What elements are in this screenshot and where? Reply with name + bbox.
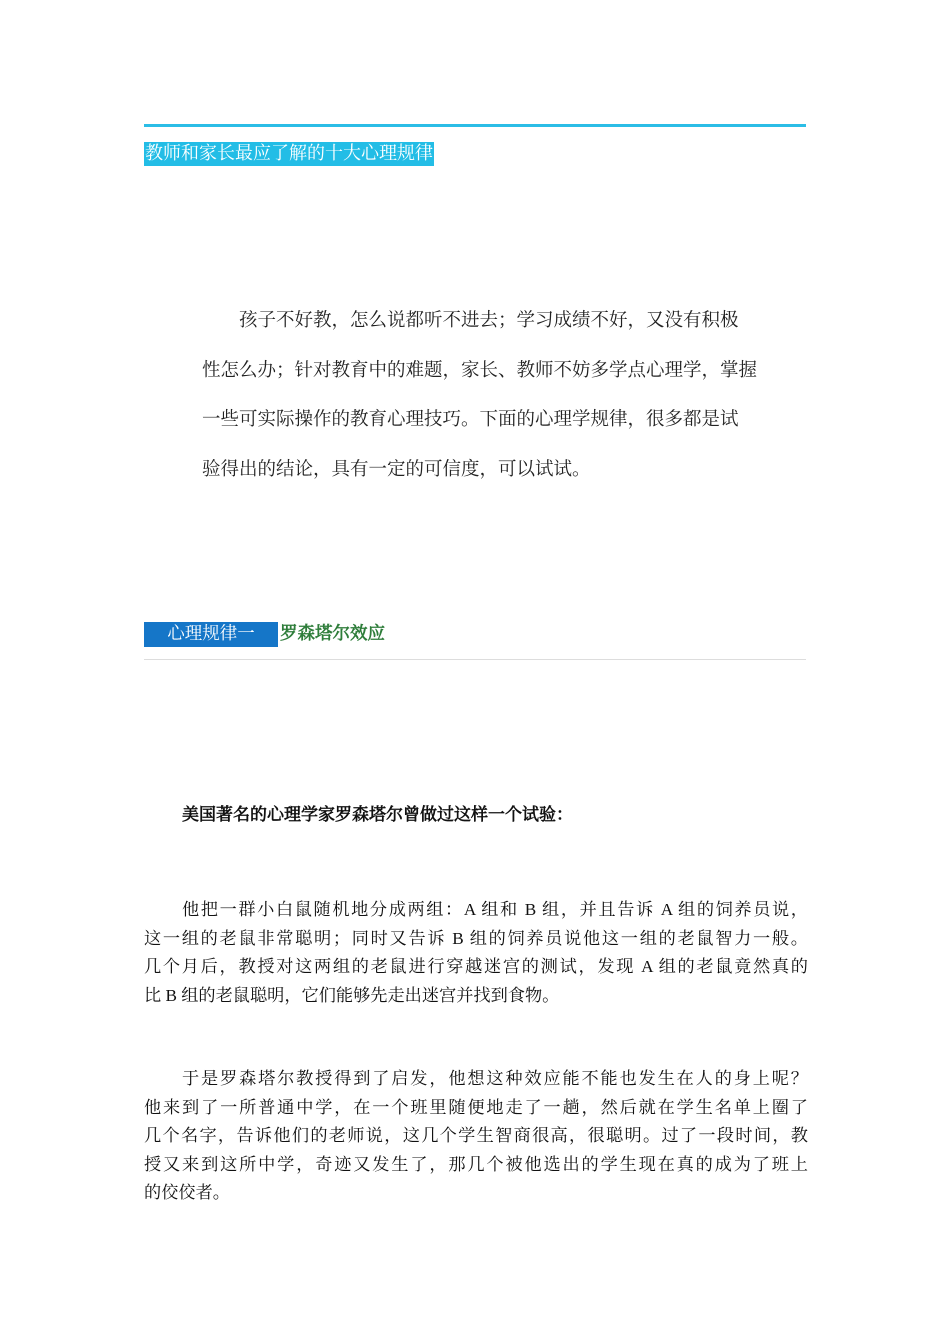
paragraph-line: 几个名字，告诉他们的老师说，这几个学生智商很高，很聪明。过了一段时间，教 <box>144 1126 808 1145</box>
section-name: 罗森塔尔效应 <box>280 624 385 644</box>
paragraph-line: 他把一群小白鼠随机地分成两组：A 组和 B 组，并且告诉 A 组的饲养员说， <box>182 900 808 919</box>
paragraph-line: 比 B 组的老鼠聪明，它们能够先走出迷宫并找到食物。 <box>144 985 560 1005</box>
lead-sentence: 美国著名的心理学家罗森塔尔曾做过这样一个试验： <box>182 805 573 825</box>
section-label: 心理规律一 <box>144 622 278 647</box>
paragraph-line: 几个月后，教授对这两组的老鼠进行穿越迷宫的测试，发现 A 组的老鼠竟然真的 <box>144 957 808 976</box>
intro-line: 验得出的结论，具有一定的可信度，可以试试。 <box>202 458 591 480</box>
intro-line: 孩子不好教，怎么说都听不进去；学习成绩不好，又没有积极 <box>239 310 739 331</box>
intro-line: 性怎么办；针对教育中的难题，家长、教师不妨多学点心理学，掌握 <box>202 359 758 381</box>
paragraph-line: 于是罗森塔尔教授得到了启发，他想这种效应能不能也发生在人的身上呢？ <box>182 1069 808 1088</box>
document-title: 教师和家长最应了解的十大心理规律 <box>145 143 433 164</box>
section-heading <box>144 622 385 647</box>
paragraph-line: 的佼佼者。 <box>144 1183 230 1202</box>
paragraph-line: 这一组的老鼠非常聪明；同时又告诉 B 组的饲养员说他这一组的老鼠智力一般。 <box>144 928 808 948</box>
section-divider <box>144 659 806 660</box>
intro-paragraph <box>202 296 762 494</box>
intro-line: 一些可实际操作的教育心理技巧。下面的心理学规律，很多都是试 <box>202 409 739 430</box>
body-paragraph <box>144 896 808 1010</box>
top-divider <box>144 124 806 127</box>
paragraph-line: 授又来到这所中学，奇迹又发生了，那几个被他选出的学生现在真的成为了班上 <box>144 1154 808 1174</box>
paragraph-line: 他来到了一所普通中学，在一个班里随便地走了一趟，然后就在学生名单上圈了 <box>144 1097 808 1117</box>
body-paragraph <box>144 1065 808 1208</box>
